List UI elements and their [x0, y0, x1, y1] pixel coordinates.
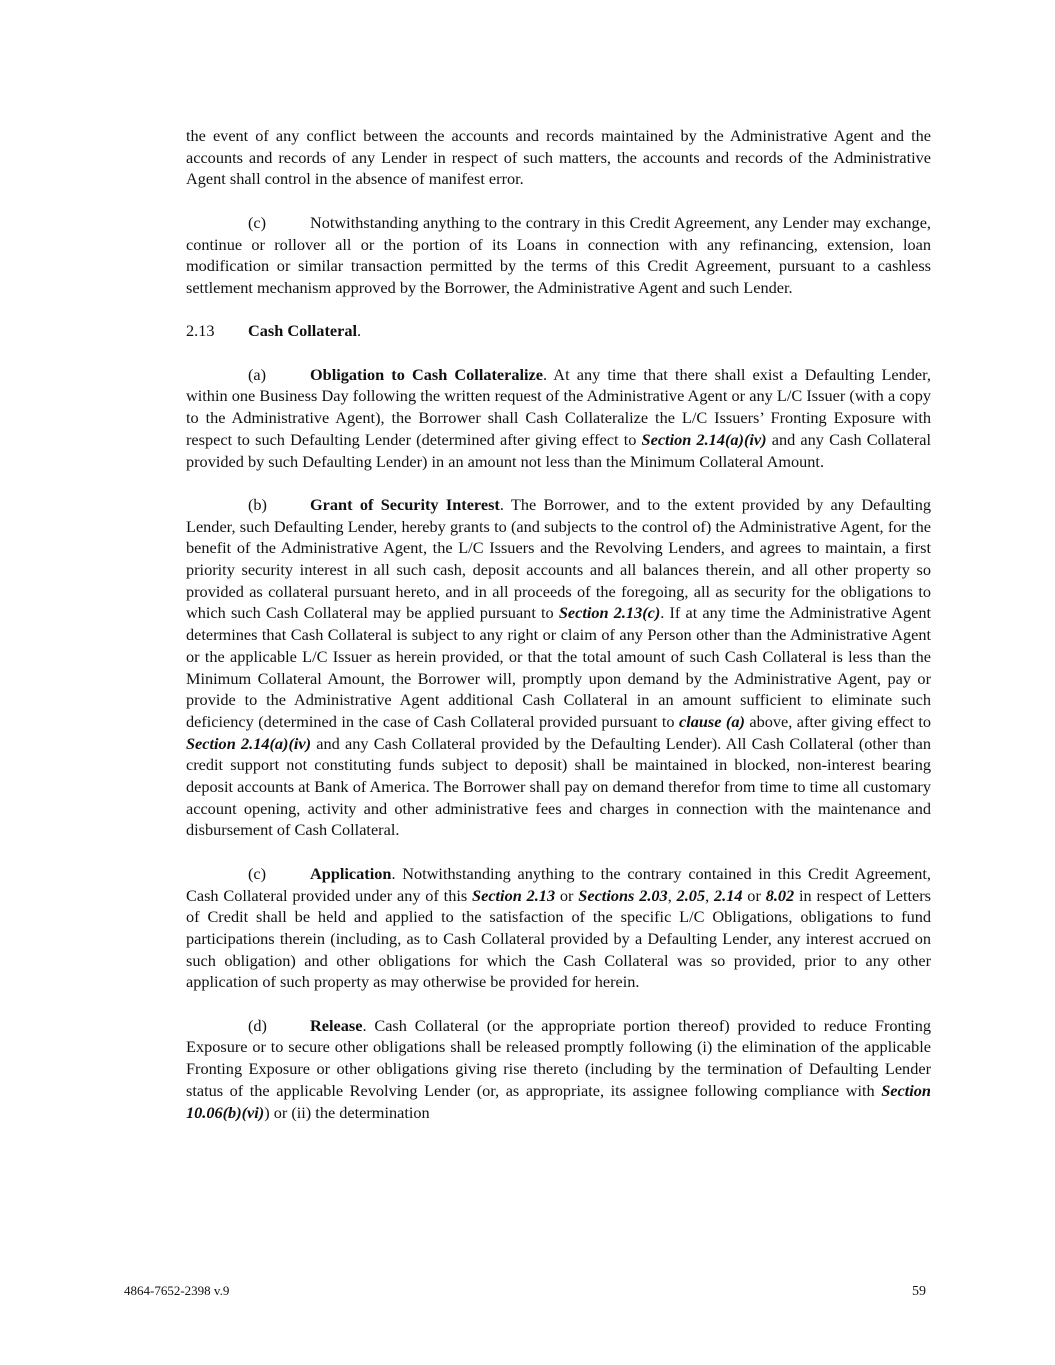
clause-a-obligation [186, 364, 931, 473]
clause-text: and any Cash Collateral provided by the Defaulting Lender). All Cash Collateral (other than credit support not constituting funds subject to deposit) shall be maintained in blocked, non-interest bearing deposit accounts at Bank of America. The Borrower shall pay on demand therefor from time to time all customary account opening, activity and other administrative fees and charges in connection with the maintenance and disbursement of Cash Collateral. [186, 733, 932, 840]
clause-text: above, after giving effect to [744, 711, 931, 731]
cross-reference: Section 2.14(a)(iv) [641, 429, 767, 449]
cross-reference: Section 2.13 [472, 885, 556, 905]
page-body [186, 125, 931, 1145]
clause-text: and any Cash Collateral provided by such Defaulting Lender) in an amount not less than the Minimum Collateral Amount. [186, 429, 932, 471]
clause-text: or [742, 885, 766, 905]
clause-heading: Grant of Security Interest [310, 494, 500, 514]
clause-marker: (b) [248, 494, 267, 514]
cross-reference: Section 2.14(a)(iv) [186, 733, 312, 753]
cross-reference: Section 10.06(b)(vi) [186, 1080, 931, 1122]
page-number: 59 [912, 1284, 926, 1299]
document-id: 4864-7652-2398 v.9 [124, 1283, 230, 1298]
paragraph-text: Notwithstanding anything to the contrary in this Credit Agreement, any Lender may exchange, continue or rollover all or the portion of its Loans in connection with any refinancing, extension, loan modification or similar transaction permitted by the terms of this Credit Agreement, pursuant to a cashless settlement mechanism approved by the Borrower, the Administrative Agent and such Lender. [186, 212, 931, 297]
clause-marker: (c) [248, 212, 267, 232]
cross-reference: clause (a) [678, 711, 745, 731]
clause-text: . The Borrower, and to the extent provided by any Defaulting Lender, such Defaulting Lender, hereby grants to (and subjects to the control of) the Administrative Agent, for the benefit of the Administrative Agent, the L/C Issuers and the Revolving Lenders, and agrees to maintain, a first priority security interest in all such cash, deposit accounts and all balances therein, and all other property so provided as collateral pursuant hereto, and in all proceeds of the foregoing, all as security for the obligations to which such Cash Collateral may be applied pursuant to [186, 494, 931, 623]
clause-text: in respect of Letters of Credit shall be held and applied to the satisfaction of the specific L/C Obligations, obligations to fund participations therein (including, as to Cash Collateral provided by a Defaulting Lender, any interest accrued on such obligation) and other obligations for which the Cash Collateral was so provided, prior to any other application of such property as may otherwise be provided for herein. [186, 885, 931, 992]
cross-reference: 2.05 [676, 885, 706, 905]
clause-marker: (d) [248, 1015, 267, 1035]
section-title: Cash Collateral [248, 321, 357, 341]
clause-text: . Notwithstanding anything to the contrary contained in this Credit Agreement, Cash Collateral provided under any of this [186, 863, 931, 905]
clause-text: . If at any time the Administrative Agent determines that Cash Collateral is subject to any right or claim of any Person other than the Administrative Agent or the applicable L/C Issuer as herein provided, or that the total amount of such Cash Collateral is less than the Minimum Collateral Amount, the Borrower will, promptly upon demand by the Administrative Agent, pay or provide to the Administrative Agent additional Cash Collateral in an amount sufficient to eliminate such deficiency (determined in the case of Cash Collateral provided pursuant to [186, 603, 932, 731]
clause-c-application [186, 863, 931, 993]
clause-heading: Obligation to Cash Collateralize [310, 364, 544, 384]
clause-text: , [667, 885, 677, 905]
clause-text: . Cash Collateral (or the appropriate portion thereof) provided to reduce Fronting Exposure or to secure other obligations shall be released promptly following (i) the elimination of the applicable Fronting Exposure or other obligations giving rise thereto (including by the termination of Defaulting Lender status of the applicable Revolving Lender (or, as appropriate, its assignee following compliance with [186, 1015, 931, 1100]
paragraph-continuation: the event of any conflict between the accounts and records maintained by the Administrative Agent and the accounts and records of any Lender in respect of such matters, the accounts and records of the Administrative Agent shall control in the absence of manifest error. [186, 126, 931, 189]
clause-marker: (a) [248, 364, 267, 384]
clause-text: or [555, 885, 579, 905]
clause-heading: Application [310, 863, 392, 883]
cross-reference: Sections 2.03 [578, 885, 668, 905]
clause-text: . At any time that there shall exist a Defaulting Lender, within one Business Day following the written request of the Administrative Agent or any L/C Issuer (with a copy to the Administrative Agent), the Borrower shall Cash Collateralize the L/C Issuers’ Fronting Exposure with respect to such Defaulting Lender (determined after giving effect to [186, 364, 931, 449]
section-heading-2-13 [186, 320, 931, 342]
clause-text: ) or (ii) the determination [264, 1102, 430, 1122]
cross-reference: 2.14 [713, 885, 743, 905]
section-title-trail: . [356, 321, 362, 341]
paragraph-cashless-rollover [186, 212, 931, 299]
clause-heading: Release [310, 1015, 363, 1035]
clause-b-security-interest [186, 494, 931, 841]
clause-marker: (c) [248, 863, 267, 883]
cross-reference: 8.02 [765, 885, 795, 905]
section-number: 2.13 [186, 321, 215, 341]
clause-text: , [705, 885, 714, 905]
cross-reference: Section 2.13(c) [558, 603, 661, 623]
clause-d-release [186, 1015, 931, 1124]
